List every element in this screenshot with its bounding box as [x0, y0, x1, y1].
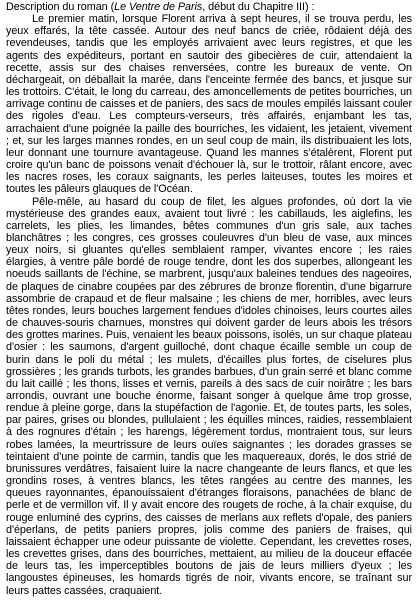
paragraph-2: Pêle-mêle, au hasard du coup de filet, les algues profondes, où dort la vie mystérieuse des grandes eaux, avaient tout livré : les cabillauds, les aiglefins, les carrelets, les plies, les limandes, bêtes communes d'un gris sale, aux taches blanchâtres ; les congres, ces grosses couleuvres d'un bleu de vase, aux minces yeux noirs, si gluantes qu'elles semblaient ramper, vivantes encore ; les raies élargies, à ventre pâle bordé de rouge tendre, dont les dos superbes, allongeant les noeuds saillants de l'échine, se marbrent, jusqu'aux baleines tendues des nageoires, de plaques de cinabre coupées par des zébrures de bronze florentin, d'une bigarrure assombrie de crapaud et de fleur malsaine ; les chiens de mer, horribles, avec leurs têtes rondes, leurs bouches largement fendues d'idoles chinoises, leurs courtes ailes de chauves-souris charnues, monstres qui doivent garder de leurs abois les trésors des grottes marines. Puis, venaient les beaux poissons, isolés, un sur chaque plateau d'osier : les saumons, d'argent guilloché, dont chaque écaille semble un coup de burin dans le poli du métal ; les mulets, d'écailles plus fortes, de ciselures plus grossières ; les grands turbots, les grandes barbues, d'un grain serré et blanc comme du lait caillé ; les thons, lisses et vernis, pareils à des sacs de cuir noirâtre ; les bars arrondis, ouvrant une bouche énorme, faisant songer à quelque âme trop grosse, rendue à pleine gorge, dans la stupéfaction de l'agonie. Et, de toutes parts, les soles, par paires, grises ou blondes, pullulaient ; les équilles minces, raidies, ressemblaient à des rognures d'étain ; les harengs, légèrement tordus, montraient tous, sur leurs robes lamées, la meurtrissure de leurs ouïes saignantes ; les dorades grasses se teintaient d'une pointe de carmin, tandis que les maquereaux, dorés, le dos strié de brunissures verdâtres, faisaient luire la nacre changeante de leurs flancs, et que les grondins roses, à ventres blancs, les têtes rangées au centre des mannes, les queues rayonnantes, épanouissaient d'étranges floraisons, panachées de blanc de perle et de vermillon vif. Il y avait encore des rougets de roche, à la chair exquise, du rouge enluminé des cyprins, des caisses de merlans aux reflets d'opale, des paniers d'éperlans, de petits paniers propres, jolis comme des paniers de fraises, qui laissaient échapper une odeur puissante de violette. Cependant, les crevettes roses, les crevettes grises, dans des bourriches, mettaient, au milieu de la douceur effacée de leurs tas, les imperceptibles boutons de jais de leurs milliers d'yeux ; les langoustes épineuses, les homards tigrés de noir, vivants encore, se traînant sur leurs pattes cassées, craquaient. [6, 195, 412, 597]
paragraph-1: Le premier matin, lorsque Florent arriva à sept heures, il se trouva perdu, les yeux effarés, la tête cassée. Autour des neuf bancs de criée, rôdaient déjà des revendeuses, tandis que les employés arrivaient avec leurs registres, et que les agents des expéditeurs, portant en sautoir des gibecières de cuir, attendaient la recette, assis sur des chaises renversées, contre les bureaux de vente. On déchargeait, on déballait la marée, dans l'enceinte fermée des bancs, et jusque sur les trottoirs. C'était, le long du carreau, des amoncellements de petites bourriches, un arrivage continu de caisses et de paniers, des sacs de moules empilés laissant couler des rigoles d'eau. Les compteurs-verseurs, très affairés, enjambant les tas, arrachaient d'une poignée la paille des bourriches, les vidaient, les jetaient, vivement ; et, sur les larges mannes rondes, en un seul coup de main, ils distribuaient les lots, leur donnant une tournure avantageuse. Quand les mannes s'étalèrent, Florent put croire qu'un banc de poissons venait d'échouer là, sur le trottoir, râlant encore, avec les nacres roses, les coraux saignants, les perles laiteuses, toutes les moires et toutes les pâleurs glauques de l'Océan. [6, 13, 412, 196]
novel-title: Le Ventre de Paris [114, 1, 203, 13]
document-header [6, 1, 412, 13]
header-prefix: Description du roman ( [6, 1, 115, 13]
header-suffix: , début du Chapitre III) : [202, 1, 315, 13]
